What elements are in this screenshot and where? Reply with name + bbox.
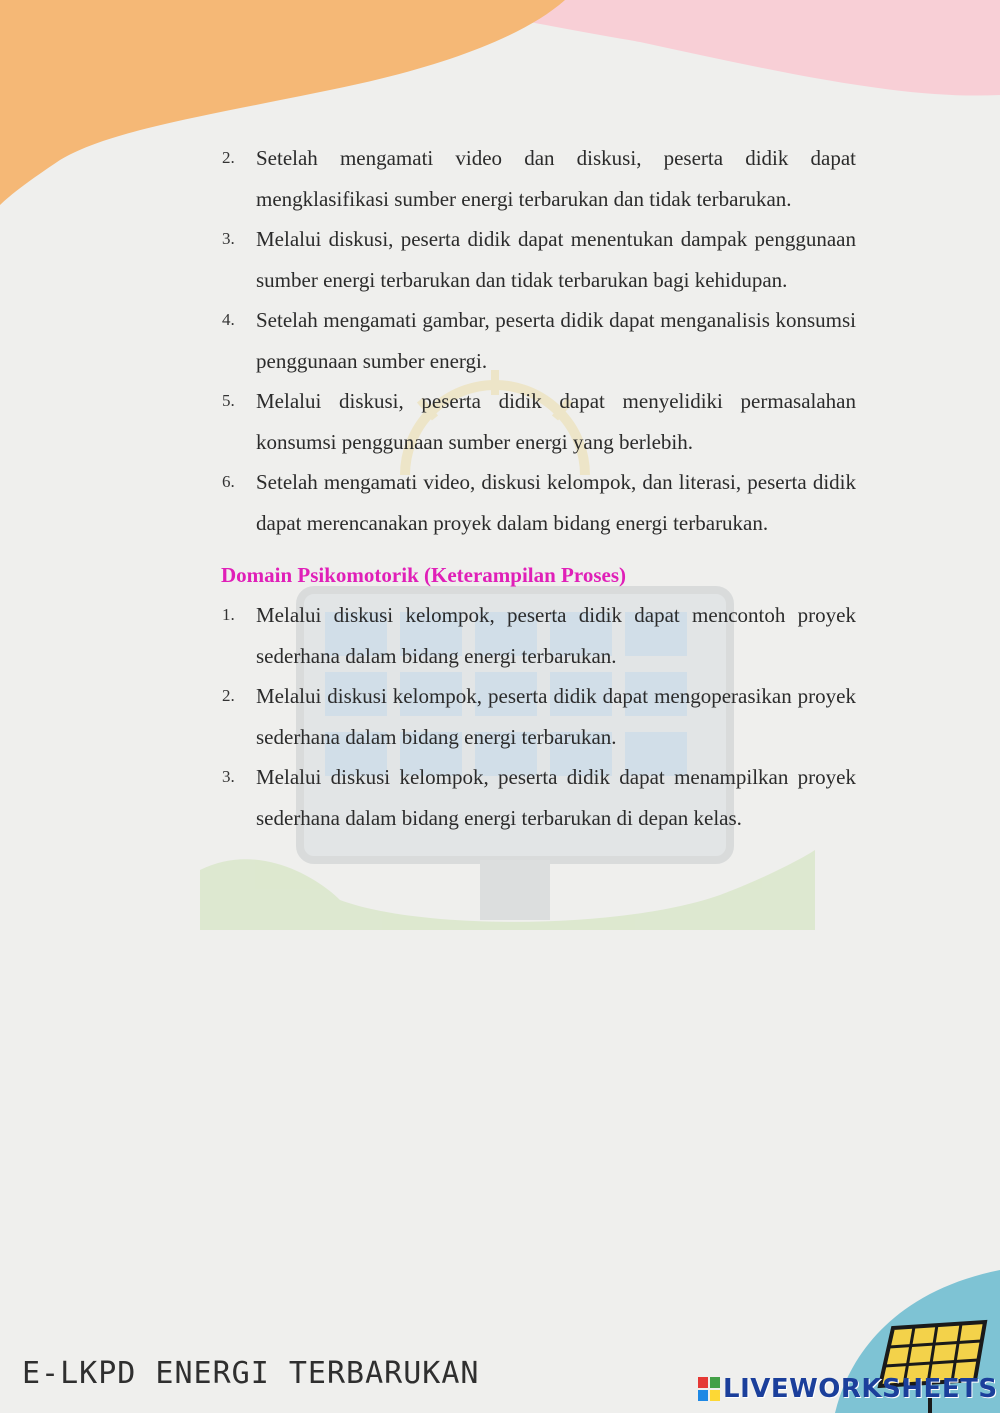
list-item bbox=[222, 381, 856, 462]
item-number: 2. bbox=[222, 148, 235, 167]
item-text: Melalui diskusi, peserta didik dapat menentukan dampak penggunaan sumber energi terbarukan dan tidak terbarukan bagi kehidupan. bbox=[256, 227, 856, 292]
learning-objectives bbox=[222, 138, 856, 838]
item-text: Melalui diskusi kelompok, peserta didik dapat mencontoh proyek sederhana dalam bidang energi terbarukan. bbox=[256, 603, 856, 668]
item-number: 6. bbox=[222, 472, 235, 491]
brand-name: LIVEWORKSHEETS bbox=[723, 1374, 998, 1404]
item-text: Setelah mengamati gambar, peserta didik dapat menganalisis konsumsi penggunaan sumber energi. bbox=[256, 308, 856, 373]
list-item bbox=[222, 676, 856, 757]
list-item bbox=[222, 138, 856, 219]
item-text: Melalui diskusi kelompok, peserta didik dapat mengoperasikan proyek sederhana dalam bidang energi terbarukan. bbox=[256, 684, 856, 749]
item-number: 1. bbox=[222, 605, 235, 624]
footer-title: E-LKPD ENERGI TERBARUKAN bbox=[22, 1356, 480, 1391]
item-text: Melalui diskusi, peserta didik dapat menyelidiki permasalahan konsumsi penggunaan sumber energi yang berlebih. bbox=[256, 389, 856, 454]
list-item bbox=[222, 462, 856, 543]
liveworksheets-logo-icon bbox=[698, 1377, 720, 1401]
item-number: 3. bbox=[222, 767, 235, 786]
item-number: 2. bbox=[222, 686, 235, 705]
psychomotor-objectives-list bbox=[222, 595, 856, 838]
item-text: Melalui diskusi kelompok, peserta didik dapat menampilkan proyek sederhana dalam bidang energi terbarukan di depan kelas. bbox=[256, 765, 856, 830]
cognitive-objectives-list bbox=[222, 138, 856, 543]
item-text: Setelah mengamati video, diskusi kelompok, dan literasi, peserta didik dapat merencanakan proyek dalam bidang energi terbarukan. bbox=[256, 470, 856, 535]
list-item bbox=[222, 595, 856, 676]
item-number: 5. bbox=[222, 391, 235, 410]
item-number: 3. bbox=[222, 229, 235, 248]
psychomotor-heading: Domain Psikomotorik (Keterampilan Proses) bbox=[221, 563, 626, 587]
list-item bbox=[222, 757, 856, 838]
item-text: Setelah mengamati video dan diskusi, peserta didik dapat mengklasifikasi sumber energi terbarukan dan tidak terbarukan. bbox=[256, 146, 856, 211]
list-item bbox=[222, 300, 856, 381]
list-item bbox=[222, 219, 856, 300]
item-number: 4. bbox=[222, 310, 235, 329]
liveworksheets-brand[interactable] bbox=[698, 1374, 998, 1404]
